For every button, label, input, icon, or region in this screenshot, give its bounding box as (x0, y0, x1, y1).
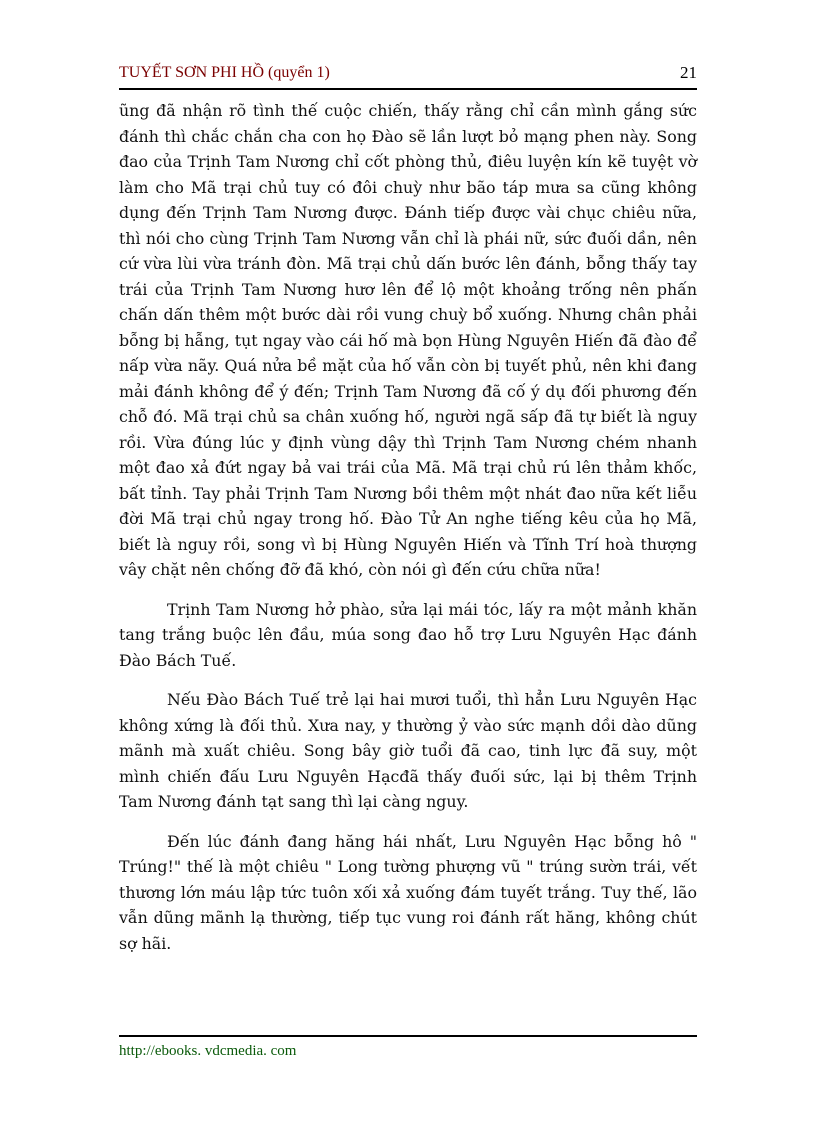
page-number: 21 (680, 63, 697, 82)
paragraph: Đến lúc đánh đang hăng hái nhất, Lưu Nguyên Hạc bỗng hô " Trúng!" thế là một chiêu " Long tường phượng vũ " trúng sườn trái, vết thương lớn máu lập tức tuôn xối xả xuống đám tuyết trắng. Tuy thế, lão vẫn dũng mãnh lạ thường, tiếp tục vung roi đánh rất hăng, không chút sợ hãi. (119, 831, 697, 953)
footer-link[interactable]: http://ebooks. vdcmedia. com (119, 1043, 297, 1059)
book-title: TUYẾT SƠN PHI HỒ (quyển 1) (119, 64, 330, 81)
paragraph: ũng đã nhận rõ tình thế cuộc chiến, thấy rằng chỉ cần mình gắng sức đánh thì chắc chắn cha con họ Đào sẽ lần lượt bỏ mạng phen này. Song đao của Trịnh Tam Nương chỉ cốt phòng thủ, điêu luyện kín kẽ tuyệt vờ làm cho Mã trại chủ tuy có đôi chuỳ như bão táp mưa sa cũng không dụng đến Trịnh Tam Nương được. Đánh tiếp được vài chục chiêu nữa, thì nói cho cùng Trịnh Tam Nương vẫn chỉ là phái nữ, sức đuối dần, nên cứ vừa lùi vừa tránh đòn. Mã trại chủ dấn bước lên đánh, bỗng thấy tay trái của Trịnh Tam Nương hươ lên để lộ một khoảng trống nên phấn chấn dấn thêm một bước dài rồi vung chuỳ bổ xuống. Nhưng chân phải bỗng bị hẫng, tụt ngay vào cái hố mà bọn Hùng Nguyên Hiến đã đào để nấp vừa nãy. Quá nửa bề mặt của hố vẫn còn bị tuyết phủ, nên khi đang mải đánh không để ý đến; Trịnh Tam Nương đã cố ý dụ đối phương đến chỗ đó. Mã trại chủ sa chân xuống hố, người ngã sấp đã tự biết là nguy rồi. Vừa đúng lúc y định vùng dậy thì Trịnh Tam Nương chém nhanh một đao xả đứt ngay bả vai trái của Mã. Mã trại chủ rú lên thảm khốc, bất tỉnh. Tay phải Trịnh Tam Nương bồi thêm một nhát đao nữa kết liễu đời Mã trại chủ ngay trong hố. Đào Tử An nghe tiếng kêu của họ Mã, biết là nguy rồi, song vì bị Hùng Nguyên Hiến và Tĩnh Trí hoà thượng vây chặt nên chống đỡ đã khó, còn nói gì đến cứu chữa nữa! (119, 101, 697, 579)
paragraph: Nếu Đào Bách Tuế trẻ lại hai mươi tuổi, thì hẳn Lưu Nguyên Hạc không xứng là đối thủ. Xưa nay, y thường ỷ vào sức mạnh dồi dào dũng mãnh mà xuất chiêu. Song bây giờ tuổi đã cao, tinh lực đã suy, một mình chiến đấu Lưu Nguyên Hạcđã thấy đuối sức, lại bị thêm Trịnh Tam Nương đánh tạt sang thì lại càng nguy. (119, 690, 697, 811)
footer-divider (119, 1035, 697, 1037)
page-header (119, 62, 697, 90)
body-text (119, 98, 697, 970)
paragraph: Trịnh Tam Nương hở phào, sửa lại mái tóc, lấy ra một mảnh khăn tang trắng buộc lên đầu, múa song đao hỗ trợ Lưu Nguyên Hạc đánh Đào Bách Tuế. (119, 599, 697, 670)
